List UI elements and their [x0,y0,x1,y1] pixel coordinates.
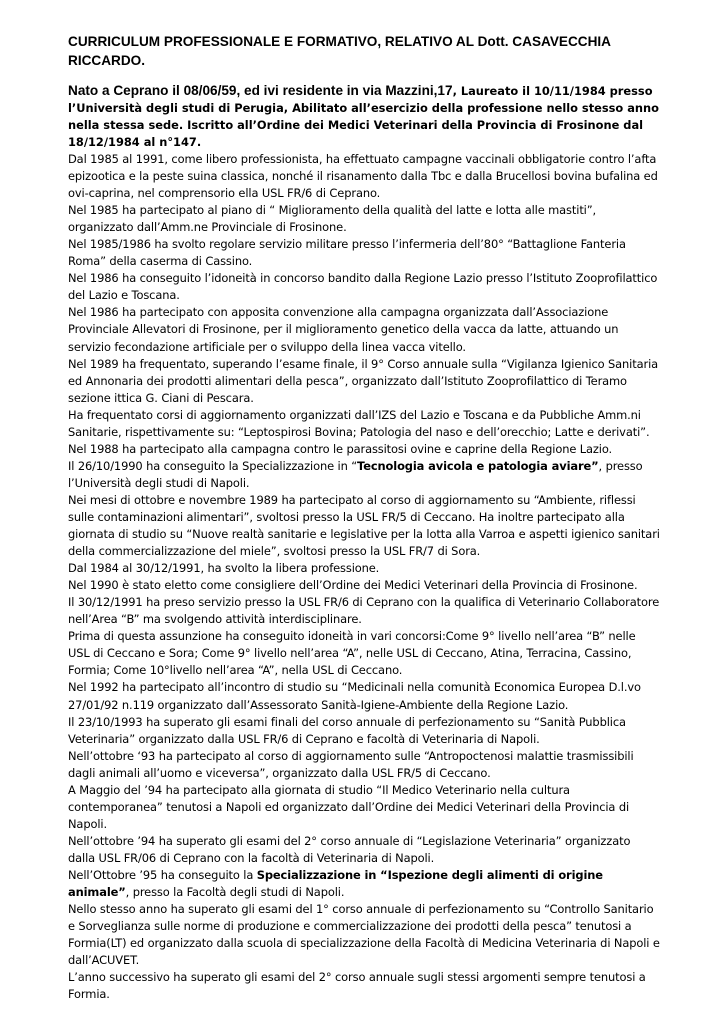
paragraph: Dal 1984 al 30/12/1991, ha svolto la libera professione. [68,561,380,576]
intro-lead: Nato a Ceprano il 08/06/59, ed ivi residente in via Mazzini,17 [68,83,453,98]
paragraph-post: , presso la Facoltà degli studi di Napoli. [125,885,345,900]
paragraph: Nello stesso anno ha superato gli esami del 1° corso annuale di perfezionamento su “Controllo Sanitario e Sorveglianza sulle norme di produzione e commercializzazione dei prodotti della pesca” tenutosi a Formia(LT) ed organizzato dalla scuola di specializzazione della Facoltà di Medicina Veterinaria di Napoli e dall’ACUVET. [68,902,660,968]
document-page [68,32,660,1003]
paragraph-pre: Il 26/10/1990 ha conseguito la Specializzazione in “ [68,458,358,473]
paragraph: L’anno successivo ha superato gli esami del 2° corso annuale sugli stessi argomenti sempre tenutosi a Formia. [68,970,646,1002]
paragraph: Nel 1992 ha partecipato all’incontro di studio su “Medicinali nella comunità Economica Europea D.l.vo 27/01/92 n.119 organizzato dall’Assessorato Sanità-Igiene-Ambiente della Regione Lazio. [68,680,641,712]
paragraph: A Maggio del ’94 ha partecipato alla giornata di studio “Il Medico Veterinario nella cultura contemporanea” tenutosi a Napoli ed organizzato dall’Ordine dei Medici Veterinari della Provincia di Napoli. [68,782,630,831]
paragraph-with-bold [68,867,660,901]
paragraph: Il 30/12/1991 ha preso servizio presso la USL FR/6 di Ceprano con la qualifica di Veterinario Collaboratore nell’Area “B” ma svolgendo attività interdisciplinare. [68,595,660,627]
paragraph-pre: Nell’Ottobre ’95 ha conseguito la [68,867,257,882]
paragraph: Nei mesi di ottobre e novembre 1989 ha partecipato al corso di aggiornamento su “Ambiente, riflessi sulle contaminazioni alimentari”, svoltosi presso la USL FR/5 di Ceccano. Ha inoltre partecipato alla giornata di studio su “Nuove realtà sanitarie e legislative per la lotta alla Varroa e aspetti igienico sanitari della commercializzazione del miele”, svoltosi presso la USL FR/7 di Sora. [68,492,660,559]
paragraph-with-bold [68,458,660,492]
paragraph-bold: Specializzazione in “Ispezione degli alimenti di origine animale” [68,867,603,900]
paragraph: Nell’ottobre ’94 ha superato gli esami del 2° corso annuale di “Legislazione Veterinaria” organizzato dalla USL FR/06 di Ceprano con la facoltà di Veterinaria di Napoli. [68,833,631,865]
paragraph: Ha frequentato corsi di aggiornamento organizzati dall’IZS del Lazio e Toscana e da Pubbliche Amm.ni Sanitarie, rispettivamente su: “Leptospirosi Bovina; Patologia del naso e dell’orecchio; Latte e derivati”. [68,407,650,439]
document-title: CURRICULUM PROFESSIONALE E FORMATIVO, RELATIVO AL Dott. CASAVECCHIA RICCARDO. [68,34,611,68]
paragraph-bold: Tecnologia avicola e patologia aviare” [357,458,599,473]
intro-rest: , Laureato il 10/11/1984 presso l’Università degli studi di Perugia, Abilitato all’esercizio della professione nello stesso anno nella stessa sede. Iscritto all’Ordine dei Medici Veterinari della Provincia di Frosinone dal 18/12/1984 al n°147. [68,84,659,149]
paragraph: Il 23/10/1993 ha superato gli esami finali del corso annuale di perfezionamento su “Sanità Pubblica Veterinaria” organizzato dalla USL FR/6 di Ceprano e facoltà di Veterinaria di Napoli. [68,714,626,746]
intro-paragraph [68,82,660,151]
cv-body [68,151,660,1003]
paragraph: Nel 1986 ha partecipato con apposita convenzione alla campagna organizzata dall’Associazione Provinciale Allevatori di Frosinone, per il miglioramento genetico della vacca da latte, attuando un servizio fecondazione artificiale per o sviluppo della linea vacca vitello. [68,305,619,354]
paragraph: Dal 1985 al 1991, come libero professionista, ha effettuato campagne vaccinali obbligatorie contro l’afta epizootica e la peste suina classica, nonché il risanamento dalla Tbc e dalla Brucellosi bovina bufalina ed ovi-caprina, nel comprensorio ella USL FR/6 di Ceprano. [68,152,658,201]
paragraph: Nel 1989 ha frequentato, superando l’esame finale, il 9° Corso annuale sulla “Vigilanza Igienico Sanitaria ed Annonaria dei prodotti alimentari della pesca”, organizzato dall’Istituto Zooprofilattico di Teramo sezione ittica G. Ciani di Pescara. [68,356,659,405]
paragraph: Nel 1990 è stato eletto come consigliere dell’Ordine dei Medici Veterinari della Provincia di Frosinone. [68,578,638,593]
paragraph: Nel 1986 ha conseguito l’idoneità in concorso bandito dalla Regione Lazio presso l’Istituto Zooprofilattico del Lazio e Toscana. [68,271,658,303]
paragraph: Nell’ottobre ‘93 ha partecipato al corso di aggiornamento sulle “Antropoctenosi malattie trasmissibili dagli animali all’uomo e viceversa”, organizzato dalla USL FR/5 di Ceccano. [68,748,634,780]
paragraph: Nel 1988 ha partecipato alla campagna contro le parassitosi ovine e caprine della Regione Lazio. [68,441,613,456]
paragraph: Nel 1985/1986 ha svolto regolare servizio militare presso l’infermeria dell’80° “Battaglione Fanteria Roma” della caserma di Cassino. [68,237,626,269]
paragraph-post: , presso l’Università degli studi di Napoli. [68,458,643,490]
paragraph: Prima di questa assunzione ha conseguito idoneità in vari concorsi:Come 9° livello nell’area “B” nelle USL di Ceccano e Sora; Come 9° livello nell’area “A”, nelle USL di Ceccano, Atina, Terracina, Cassino, Formia; Come 10°livello nell’area “A”, nella USL di Ceccano. [68,629,636,678]
paragraph: Nel 1985 ha partecipato al piano di “ Miglioramento della qualità del latte e lotta alle mastiti”, organizzato dall’Amm.ne Provinciale di Frosinone. [68,203,597,235]
